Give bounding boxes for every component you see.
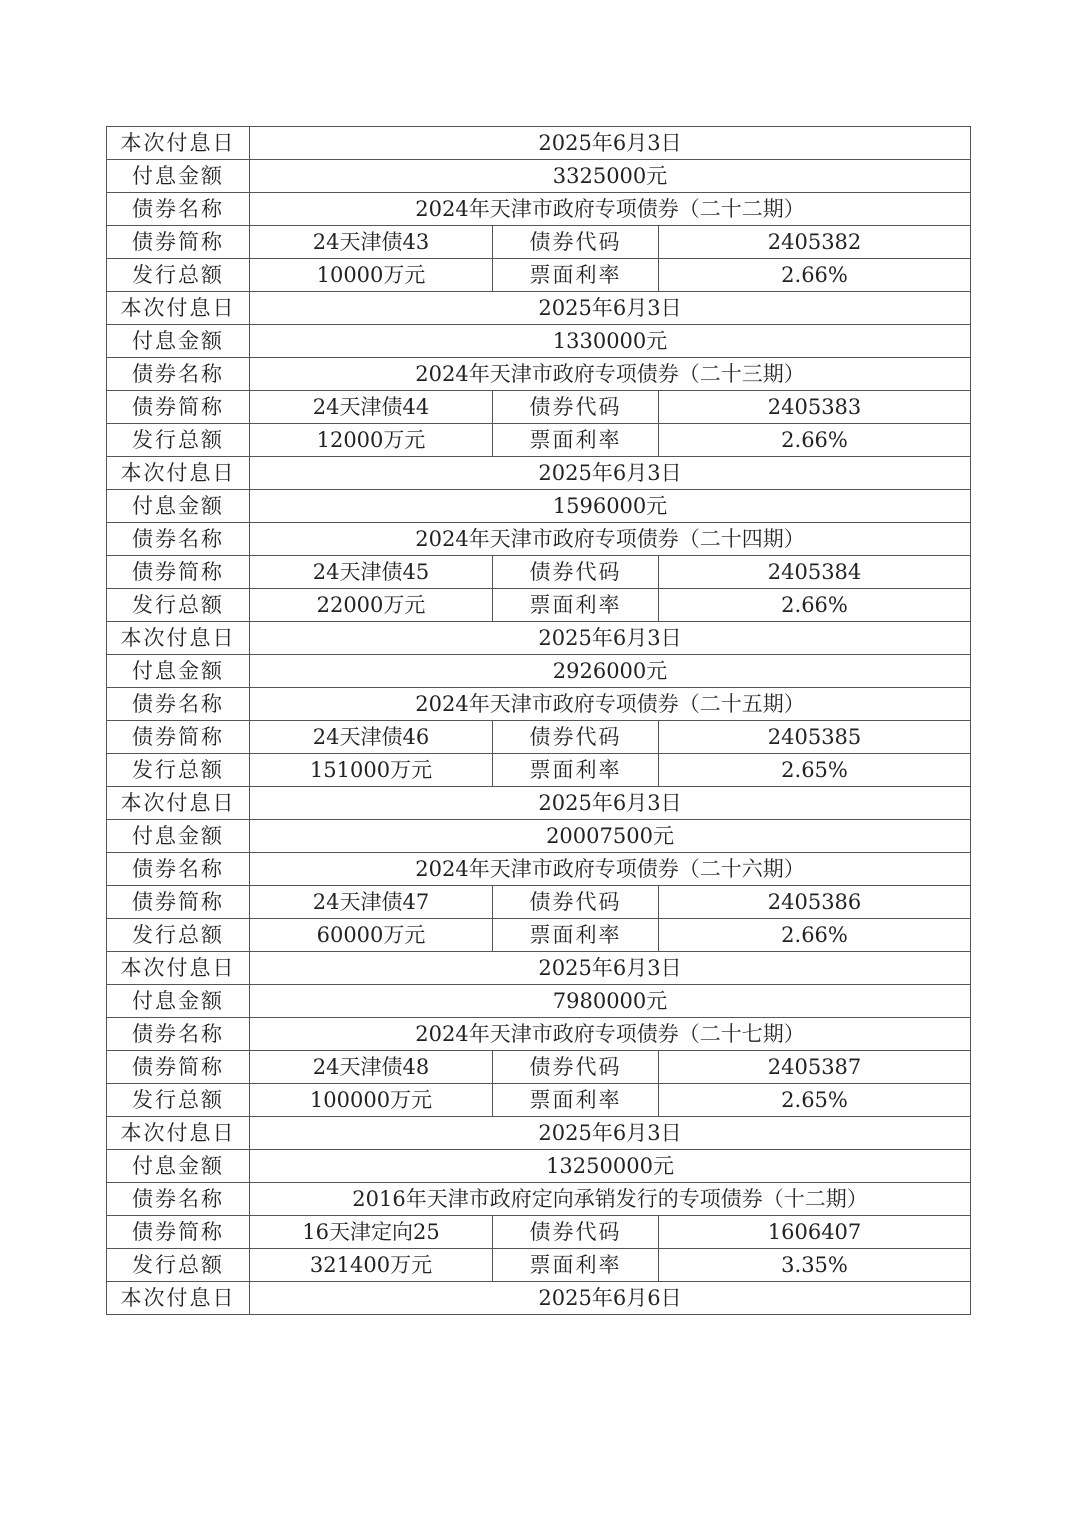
table-row-payment-date	[107, 292, 971, 325]
table-row-bond-total	[107, 259, 971, 292]
label-coupon-rate: 票面利率	[493, 589, 659, 622]
label-payment-date: 本次付息日	[107, 457, 250, 490]
label-coupon-rate: 票面利率	[493, 424, 659, 457]
payment-date-value: 2025年6月3日	[250, 622, 971, 655]
label-bond-name: 债券名称	[107, 523, 250, 556]
bond-short-name-value: 16天津定向25	[250, 1216, 493, 1249]
label-bond-short-name: 债券简称	[107, 1051, 250, 1084]
label-issue-total: 发行总额	[107, 424, 250, 457]
table-row-bond-name	[107, 1018, 971, 1051]
table-row-bond-short	[107, 1216, 971, 1249]
label-payment-amount: 付息金额	[107, 160, 250, 193]
payment-date-value: 2025年6月6日	[250, 1282, 971, 1315]
label-payment-amount: 付息金额	[107, 820, 250, 853]
label-bond-name: 债券名称	[107, 358, 250, 391]
coupon-rate-value: 2.66%	[659, 424, 971, 457]
bond-code-value: 2405382	[659, 226, 971, 259]
payment-date-value: 2025年6月3日	[250, 1117, 971, 1150]
label-payment-date: 本次付息日	[107, 952, 250, 985]
table-row-bond-name	[107, 853, 971, 886]
bond-name-value: 2024年天津市政府专项债券（二十四期）	[250, 523, 971, 556]
coupon-rate-value: 2.66%	[659, 259, 971, 292]
bond-code-value: 2405384	[659, 556, 971, 589]
table-row-payment-amount	[107, 1150, 971, 1183]
table-row-bond-total	[107, 589, 971, 622]
bond-name-value: 2024年天津市政府专项债券（二十五期）	[250, 688, 971, 721]
table-row-bond-name	[107, 523, 971, 556]
label-bond-code: 债券代码	[493, 721, 659, 754]
payment-date-value: 2025年6月3日	[250, 457, 971, 490]
bond-name-value: 2016年天津市政府定向承销发行的专项债券（十二期）	[250, 1183, 971, 1216]
label-payment-amount: 付息金额	[107, 490, 250, 523]
label-coupon-rate: 票面利率	[493, 259, 659, 292]
table-row-bond-short	[107, 226, 971, 259]
label-bond-short-name: 债券简称	[107, 1216, 250, 1249]
label-bond-name: 债券名称	[107, 688, 250, 721]
table-row-bond-total	[107, 1084, 971, 1117]
label-bond-code: 债券代码	[493, 1216, 659, 1249]
payment-amount-value: 2926000元	[250, 655, 971, 688]
payment-amount-value: 7980000元	[250, 985, 971, 1018]
label-payment-date: 本次付息日	[107, 292, 250, 325]
label-issue-total: 发行总额	[107, 589, 250, 622]
table-row-bond-total	[107, 919, 971, 952]
payment-amount-value: 1596000元	[250, 490, 971, 523]
bond-name-value: 2024年天津市政府专项债券（二十二期）	[250, 193, 971, 226]
bond-short-name-value: 24天津债43	[250, 226, 493, 259]
table-body	[107, 127, 971, 1315]
table-row-bond-short	[107, 886, 971, 919]
label-payment-amount: 付息金额	[107, 985, 250, 1018]
bond-name-value: 2024年天津市政府专项债券（二十六期）	[250, 853, 971, 886]
label-bond-short-name: 债券简称	[107, 721, 250, 754]
bond-short-name-value: 24天津债46	[250, 721, 493, 754]
bond-short-name-value: 24天津债44	[250, 391, 493, 424]
issue-total-value: 151000万元	[250, 754, 493, 787]
coupon-rate-value: 2.65%	[659, 1084, 971, 1117]
payment-amount-value: 20007500元	[250, 820, 971, 853]
bond-code-value: 2405386	[659, 886, 971, 919]
label-payment-date: 本次付息日	[107, 622, 250, 655]
table-row-payment-date	[107, 622, 971, 655]
label-issue-total: 发行总额	[107, 259, 250, 292]
table-row-payment-date	[107, 457, 971, 490]
label-bond-code: 债券代码	[493, 886, 659, 919]
issue-total-value: 12000万元	[250, 424, 493, 457]
issue-total-value: 321400万元	[250, 1249, 493, 1282]
table-row-bond-name	[107, 1183, 971, 1216]
bond-code-value: 2405385	[659, 721, 971, 754]
payment-date-value: 2025年6月3日	[250, 952, 971, 985]
payment-amount-value: 1330000元	[250, 325, 971, 358]
bond-short-name-value: 24天津债48	[250, 1051, 493, 1084]
label-payment-date: 本次付息日	[107, 787, 250, 820]
table-row-payment-amount	[107, 985, 971, 1018]
table-row-bond-short	[107, 721, 971, 754]
label-payment-date: 本次付息日	[107, 1117, 250, 1150]
label-bond-code: 债券代码	[493, 391, 659, 424]
coupon-rate-value: 3.35%	[659, 1249, 971, 1282]
label-payment-amount: 付息金额	[107, 655, 250, 688]
table-row-bond-short	[107, 391, 971, 424]
label-bond-code: 债券代码	[493, 556, 659, 589]
bond-short-name-value: 24天津债45	[250, 556, 493, 589]
label-bond-code: 债券代码	[493, 1051, 659, 1084]
table-row-head-date	[107, 127, 971, 160]
label-bond-name: 债券名称	[107, 853, 250, 886]
label-issue-total: 发行总额	[107, 919, 250, 952]
bond-code-value: 2405383	[659, 391, 971, 424]
bond-interest-table	[106, 126, 971, 1315]
payment-date-value: 2025年6月3日	[250, 292, 971, 325]
table-row-payment-date	[107, 787, 971, 820]
label-issue-total: 发行总额	[107, 1084, 250, 1117]
table-row-payment-date	[107, 1117, 971, 1150]
label-coupon-rate: 票面利率	[493, 1249, 659, 1282]
label-bond-name: 债券名称	[107, 1183, 250, 1216]
bond-short-name-value: 24天津债47	[250, 886, 493, 919]
label-bond-short-name: 债券简称	[107, 226, 250, 259]
label-payment-date: 本次付息日	[107, 1282, 250, 1315]
label-payment-amount: 付息金额	[107, 325, 250, 358]
payment-date-value: 2025年6月3日	[250, 787, 971, 820]
bond-code-value: 1606407	[659, 1216, 971, 1249]
table-row-payment-amount	[107, 490, 971, 523]
table-row-payment-amount	[107, 325, 971, 358]
bond-name-value: 2024年天津市政府专项债券（二十三期）	[250, 358, 971, 391]
label-payment-date: 本次付息日	[107, 127, 250, 160]
label-bond-name: 债券名称	[107, 193, 250, 226]
label-coupon-rate: 票面利率	[493, 919, 659, 952]
label-coupon-rate: 票面利率	[493, 754, 659, 787]
bond-code-value: 2405387	[659, 1051, 971, 1084]
table-row-payment-amount	[107, 655, 971, 688]
issue-total-value: 10000万元	[250, 259, 493, 292]
label-issue-total: 发行总额	[107, 1249, 250, 1282]
coupon-rate-value: 2.66%	[659, 589, 971, 622]
table-row-head-amount	[107, 160, 971, 193]
table-row-payment-date	[107, 952, 971, 985]
payment-amount-value: 13250000元	[250, 1150, 971, 1183]
issue-total-value: 60000万元	[250, 919, 493, 952]
label-issue-total: 发行总额	[107, 754, 250, 787]
label-bond-code: 债券代码	[493, 226, 659, 259]
table-row-bond-total	[107, 1249, 971, 1282]
table-row-bond-name	[107, 193, 971, 226]
label-bond-name: 债券名称	[107, 1018, 250, 1051]
label-bond-short-name: 债券简称	[107, 391, 250, 424]
table-row-payment-amount	[107, 820, 971, 853]
table-row-bond-short	[107, 556, 971, 589]
issue-total-value: 22000万元	[250, 589, 493, 622]
payment-date-value: 2025年6月3日	[250, 127, 971, 160]
table-row-payment-date	[107, 1282, 971, 1315]
table-row-bond-name	[107, 688, 971, 721]
payment-amount-value: 3325000元	[250, 160, 971, 193]
label-payment-amount: 付息金额	[107, 1150, 250, 1183]
bond-name-value: 2024年天津市政府专项债券（二十七期）	[250, 1018, 971, 1051]
table-row-bond-total	[107, 424, 971, 457]
label-bond-short-name: 债券简称	[107, 886, 250, 919]
label-coupon-rate: 票面利率	[493, 1084, 659, 1117]
issue-total-value: 100000万元	[250, 1084, 493, 1117]
coupon-rate-value: 2.66%	[659, 919, 971, 952]
table-row-bond-total	[107, 754, 971, 787]
label-bond-short-name: 债券简称	[107, 556, 250, 589]
coupon-rate-value: 2.65%	[659, 754, 971, 787]
table-row-bond-short	[107, 1051, 971, 1084]
table-row-bond-name	[107, 358, 971, 391]
